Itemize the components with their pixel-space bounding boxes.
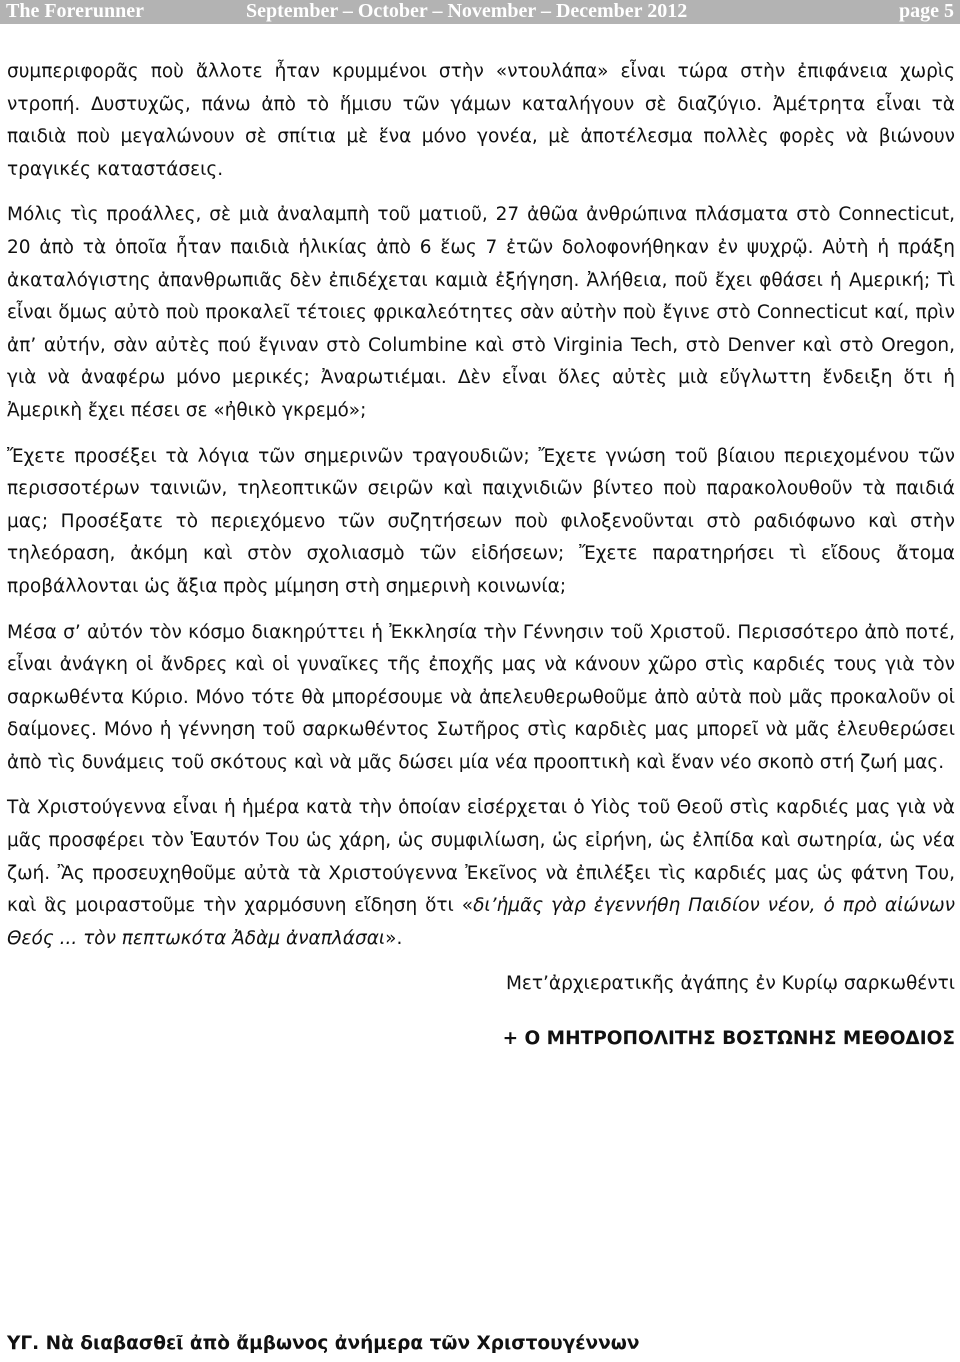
- page-header: [0, 0, 960, 24]
- paragraph-2: Μόλις τὶς προάλλες, σὲ μιὰ ἀναλαμπὴ τοῦ ματιοῦ, 27 ἀθῶα ἀνθρώπινα πλάσματα στὸ Connecticut, 20 ἀπὸ τὰ ὁποῖα ἦταν παιδιὰ ἡλικίας ἀπὸ 6 ἕως 7 ἐτῶν δολοφονήθηκαν ἐν ψυχρῷ. Αὐτὴ ἡ πράξη ἀκαταλόγιστης ἀπανθρωπιᾶς δὲν ἐπιδέχεται καμιὰ ἐξήγηση. Ἀλήθεια, ποῦ ἔχει φθάσει ἡ Αμερική; Τὶ εἶναι ὅμως αὐτὸ ποὺ προκαλεῖ τέτοιες φρικαλεότητες σὰν αὐτὴν ποὺ ἔγινε στὸ Connecticut καί, πρὶν ἀπ’ αὐτήν, σὰν αὐτὲς πού ἔγιναν στὸ Columbine καὶ στὸ Virginia Tech, στὸ Denver καὶ στὸ Oregon, γιὰ νὰ ἀναφέρω μόνο μερικές; Ἀναρωτιέμαι. Δὲν εἶναι ὅλες αὐτὲς μιὰ εὔγλωττη ἔνδειξη ὅτι ἡ Ἀμερικὴ ἔχει πέσει σε «ἠθικὸ γκρεμό»;: [7, 204, 955, 421]
- paragraph-1: συμπεριφορᾶς ποὺ ἄλλοτε ἦταν κρυμμένοι στὴν «ντουλάπα» εἶναι τώρα στὴν ἐπιφάνεια χωρὶς ντροπή. Δυστυχῶς, πάνω ἀπὸ τὸ ἥμισυ τῶν γάμων καταλήγουν σὲ διαζύγιο. Ἀμέτρητα εἶναι τὰ παιδιὰ ποὺ μεγαλώνουν σὲ σπίτια μὲ ἕνα μόνο γονέα, μὲ ἀποτέλεσμα πολλὲς φορὲς νὰ βιώνουν τραγικές καταστάσεις.: [7, 61, 955, 180]
- page-number: page 5: [899, 0, 954, 22]
- issue-date: September – October – November – December 2012: [246, 0, 688, 22]
- paragraph-5-text: Τὰ Χριστούγεννα εἶναι ἡ ἡμέρα κατὰ τὴν ὁποίαν εἰσέρχεται ὁ Υἱὸς τοῦ Θεοῦ στὶς καρδιές μας γιὰ νὰ μᾶς προσφέρει τὸν Ἑαυτόν Του ὡς χάρη, ὡς συμφιλίωση, ὡς εἰρήνη, ὡς ἐλπίδα καὶ σωτηρία, ὡς νέα ζωή. Ἂς προσευχηθοῦμε αὐτὰ τὰ Χριστούγεννα Ἐκεῖνος νὰ ἐπιλέξει τὶς καρδιές μας ὡς φάτνη Του, καὶ ἃς μοιραστοῦμε τὴν χαρμόσυνη εἴδηση ὅτι «: [7, 797, 955, 917]
- postscript-note: ΥΓ. Νὰ διαβασθεῖ ἀπὸ ἄμβωνος ἀνήμερα τῶν Χριστουγέννων: [7, 1333, 640, 1354]
- closing-greeting: Μετ’ἀρχιερατικῆς ἀγάπης ἐν Κυρίῳ σαρκωθέντι: [505, 973, 955, 995]
- paragraph-3: Ἔχετε προσέξει τὰ λόγια τῶν σημερινῶν τραγουδιῶν; Ἔχετε γνώση τοῦ βίαιου περιεχομένου τῶν περισσοτέρων ταινιῶν, τηλεοπτικῶν σειρῶν καὶ παιχνιδιῶν βίντεο ποὺ παρακολουθοῦν τὰ παιδιά μας; Προσέξατε τὸ περιεχόμενο τῶν συζητήσεων ποὺ φιλοξενοῦνται στὸ ραδιόφωνο καὶ στὴν τηλεόραση, ἀκόμη καὶ στὸν σχολιασμὸ τῶν εἰδήσεων; Ἔχετε παρατηρήσει τὶ εἴδους ἄτομα προβάλλονται ὡς ἄξια πρὸς μίμηση στὴ σημερινὴ κοινωνία;: [7, 445, 955, 597]
- hymn-quote: δι’ἡμᾶς γὰρ ἐγεννήθη Παιδίον νέον, ὁ πρὸ αἰώνων Θεός ... τὸν πεπτωκότα Ἀδὰμ ἀναπλάσαι: [7, 895, 955, 949]
- article-body: [7, 56, 955, 1056]
- signature-name: + Ο ΜΗΤΡΟΠΟΛΙΤΗΣ ΒΟΣΤΩΝΗΣ ΜΕΘΟΔΙΟΣ: [502, 1028, 955, 1050]
- paragraph-4: Μέσα σ’ αὐτόν τὸν κόσμο διακηρύττει ἡ Ἐκκλησία τὴν Γέννησιν τοῦ Χριστοῦ. Περισσότερο ἀπὸ ποτέ, εἶναι ἀνάγκη οἱ ἄνδρες καὶ οἱ γυναῖκες τῆς ἐποχῆς μας νὰ κάνουν χῶρο στὶς καρδιές τους γιὰ τὸν σαρκωθέντα Κύριο. Μόνο τότε θὰ μπορέσουμε νὰ ἀπελευθερωθοῦμε ἀπὸ αὐτὰ ποὺ μᾶς προκαλοῦν οἱ δαίμονες. Μόνο ἡ γέννηση τοῦ σαρκωθέντος Σωτῆρος στὶς καρδιὲς μας μπορεῖ νὰ μᾶς ἐλευθερώσει ἀπὸ τὶς δυνάμεις τοῦ σκότους καὶ νὰ μᾶς δώσει μία νέα προοπτικὴ καὶ ἕναν νέο σκοπὸ στή ζωή μας.: [7, 621, 955, 773]
- publication-title: The Forerunner: [6, 0, 144, 22]
- paragraph-5: [7, 792, 955, 955]
- paragraph-5-tail: ».: [385, 927, 403, 949]
